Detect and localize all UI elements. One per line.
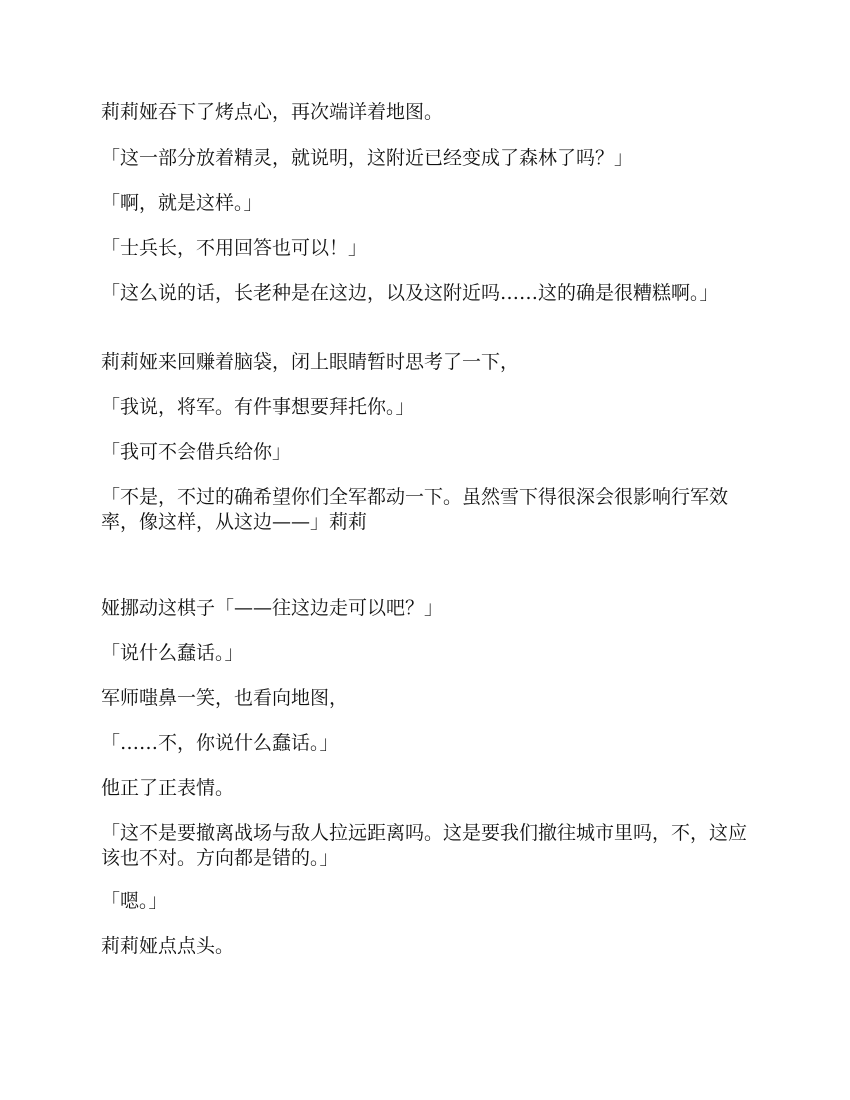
paragraph-13: 「……不，你说什么蠢话。」	[101, 732, 339, 754]
paragraph-3: 「啊，就是这样。」	[101, 192, 263, 214]
paragraph-8: 「我可不会借兵给你」	[101, 441, 292, 463]
paragraph-9: 「不是，不过的确希望你们全军都动一下。虽然雪下得很深会很影响行军效率，像这样，从这边——」莉莉	[101, 486, 729, 533]
paragraph-12: 军师嗤鼻一笑，也看向地图，	[101, 687, 349, 709]
paragraph-7: 「我说，将军。有件事想要拜托你。」	[101, 396, 415, 418]
paragraph-10: 娅挪动这棋子「——往这边走可以吧？」	[101, 597, 444, 619]
paragraph-16: 「嗯。」	[101, 890, 168, 912]
paragraph-15: 「这不是要撤离战场与敌人拉远距离吗。这是要我们撤往城市里吗，不，这应该也不对。方向都是错的。」	[101, 822, 748, 869]
paragraph-14: 他正了正表情。	[101, 777, 235, 799]
paragraph-2: 「这一部分放着精灵，就说明，这附近已经变成了森林了吗？」	[101, 147, 634, 169]
paragraph-1: 莉莉娅吞下了烤点心，再次端详着地图。	[101, 101, 444, 123]
paragraph-11: 「说什么蠢话。」	[101, 642, 244, 664]
paragraph-5: 「这么说的话，长老种是在这边，以及这附近吗……这的确是很糟糕啊。」	[101, 282, 719, 304]
paragraph-4: 「士兵长，不用回答也可以！」	[101, 237, 368, 259]
paragraph-17: 莉莉娅点点头。	[101, 935, 235, 957]
paragraph-6: 莉莉娅来回赚着脑袋，闭上眼睛暂时思考了一下，	[101, 351, 520, 373]
